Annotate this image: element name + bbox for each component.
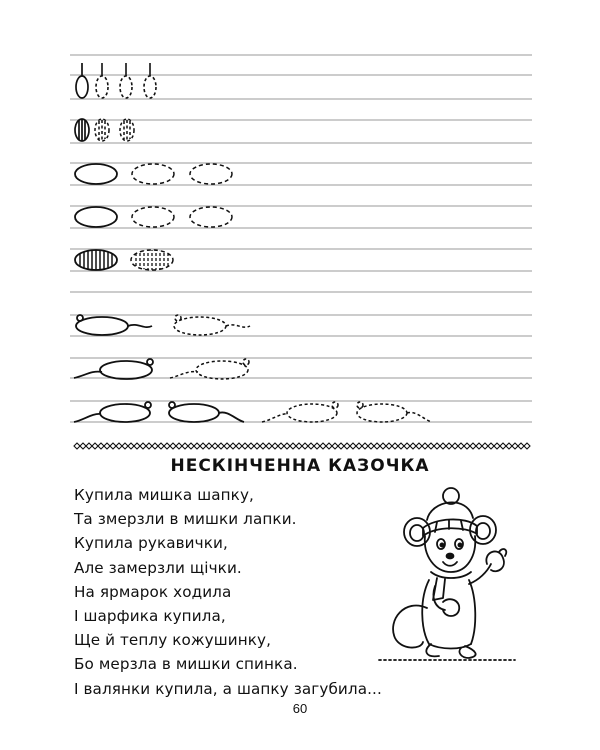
poem-line: Та змерзли в мишки лапки. [74, 510, 297, 529]
mouse-in-winter-hat-icon [365, 480, 525, 670]
poem-line: Бо мерзла в мишки спинка. [74, 655, 298, 674]
poem-line: І шарфика купила, [74, 606, 226, 625]
poem-line: На ярмарок ходила [74, 582, 232, 601]
poem-title: НЕСКІНЧЕННА КАЗОЧКА [170, 456, 430, 476]
poem-line: І валянки купила, а шапку загубила... [74, 679, 382, 698]
poem-line: Купила мишка шапку, [74, 486, 254, 504]
poem-line: Ще й теплу кожушинку, [74, 631, 272, 650]
ornamental-divider [0, 436, 600, 456]
page-number: 60 [292, 701, 308, 716]
poem-text [74, 483, 382, 701]
poem-line: Купила рукавички, [74, 534, 228, 553]
poem-line: Але замерзли щічки. [74, 558, 242, 577]
